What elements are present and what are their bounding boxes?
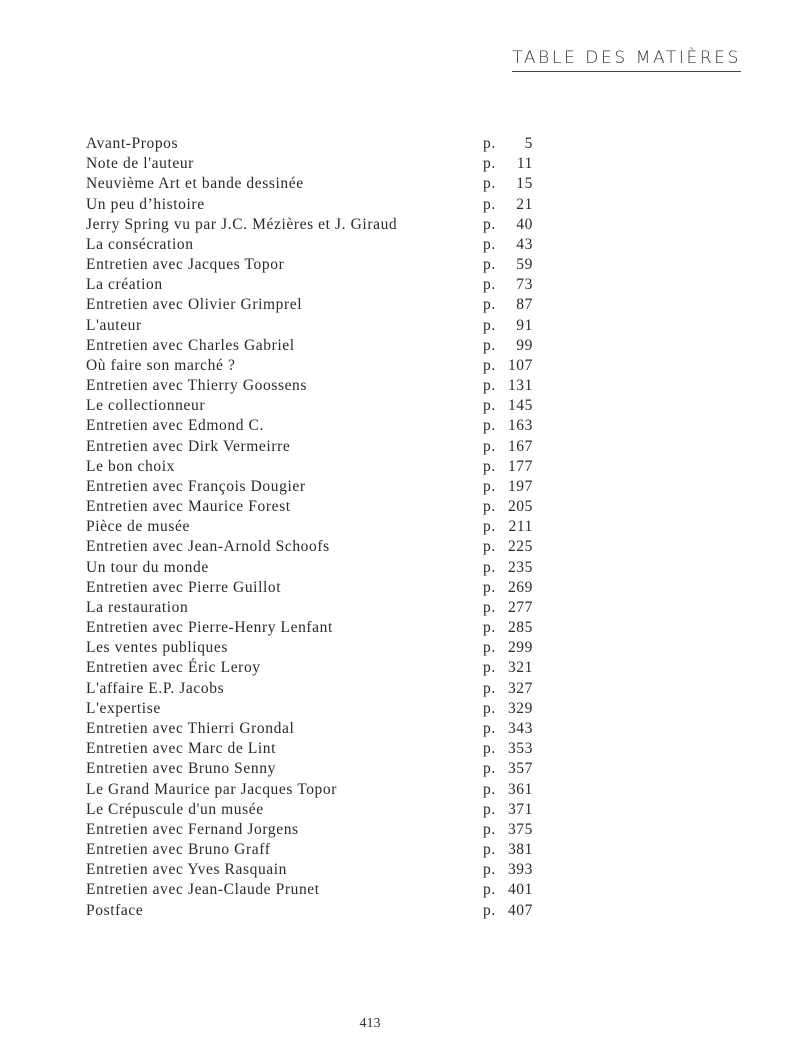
toc-entry xyxy=(86,336,546,356)
toc-page-prefix: p. xyxy=(483,457,496,475)
toc-page-number: 43 xyxy=(516,235,533,253)
toc-page-number: 407 xyxy=(507,901,533,919)
toc-entry xyxy=(86,316,546,336)
toc-entry xyxy=(86,396,546,416)
toc-entry xyxy=(86,638,546,658)
toc-entry xyxy=(86,235,546,255)
toc-page-prefix: p. xyxy=(483,558,496,576)
toc-page-number: 393 xyxy=(507,861,533,879)
page-title xyxy=(0,48,739,72)
toc-page-number: 371 xyxy=(507,800,533,818)
toc-page-number: 205 xyxy=(507,498,533,516)
toc-entry-title: La création xyxy=(86,276,163,294)
toc-page-prefix: p. xyxy=(483,639,496,657)
toc-entry-title: Le Crépuscule d'un musée xyxy=(86,800,264,818)
toc-entry xyxy=(86,800,546,820)
toc-entry xyxy=(86,295,546,315)
toc-page-number: 225 xyxy=(507,538,533,556)
toc-page-number: 15 xyxy=(516,175,533,193)
toc-entry-title: Entretien avec Edmond C. xyxy=(86,417,264,435)
toc-entry xyxy=(86,860,546,880)
toc-entry-title: L'auteur xyxy=(86,316,142,334)
toc-entry xyxy=(86,477,546,497)
toc-page-number: 329 xyxy=(507,699,533,717)
toc-entry-title: Entretien avec Jean-Claude Prunet xyxy=(86,881,320,899)
toc-page-number: 21 xyxy=(516,195,533,213)
toc-entry xyxy=(86,618,546,638)
toc-page-number: 73 xyxy=(516,276,533,294)
toc-page-prefix: p. xyxy=(483,841,496,859)
toc-page-prefix: p. xyxy=(483,296,496,314)
toc-page-prefix: p. xyxy=(483,598,496,616)
toc-page-number: 177 xyxy=(507,457,533,475)
toc-page-prefix: p. xyxy=(483,760,496,778)
toc-page-prefix: p. xyxy=(483,719,496,737)
toc-page-prefix: p. xyxy=(483,175,496,193)
toc-page-number: 5 xyxy=(524,135,533,152)
toc-page-number: 357 xyxy=(507,760,533,778)
toc-page-prefix: p. xyxy=(483,619,496,637)
toc-page-number: 197 xyxy=(507,477,533,495)
toc-page-number: 299 xyxy=(507,639,533,657)
toc-page-prefix: p. xyxy=(483,518,496,536)
toc-entry xyxy=(86,154,546,174)
toc-entry xyxy=(86,901,546,921)
toc-entry xyxy=(86,517,546,537)
toc-entry-title: Entretien avec Charles Gabriel xyxy=(86,336,295,354)
toc-page-number: 107 xyxy=(507,356,533,374)
toc-entry-title: Entretien avec Éric Leroy xyxy=(86,659,261,677)
toc-page-prefix: p. xyxy=(483,155,496,173)
toc-entry xyxy=(86,275,546,295)
toc-page-number: 163 xyxy=(507,417,533,435)
toc-page-prefix: p. xyxy=(483,256,496,274)
toc-entry xyxy=(86,356,546,376)
toc-entry-title: Entretien avec François Dougier xyxy=(86,477,306,495)
page-number: 413 xyxy=(359,1016,381,1031)
toc-entry-title: Pièce de musée xyxy=(86,518,190,536)
toc-page-prefix: p. xyxy=(483,417,496,435)
toc-page-prefix: p. xyxy=(483,135,496,152)
toc-page-prefix: p. xyxy=(483,740,496,758)
toc-entry xyxy=(86,780,546,800)
toc-entry-title: Entretien avec Bruno Senny xyxy=(86,760,276,778)
table-of-contents xyxy=(86,134,546,921)
toc-page-number: 211 xyxy=(508,518,533,536)
toc-entry xyxy=(86,457,546,477)
toc-page-number: 59 xyxy=(516,256,533,274)
toc-page-prefix: p. xyxy=(483,276,496,294)
toc-page-prefix: p. xyxy=(483,336,496,354)
toc-entry-title: Entretien avec Marc de Lint xyxy=(86,740,277,758)
toc-entry-title: Le bon choix xyxy=(86,457,175,475)
toc-entry-title: Entretien avec Jacques Topor xyxy=(86,256,285,274)
toc-entry xyxy=(86,679,546,699)
toc-page-number: 277 xyxy=(507,598,533,616)
toc-page-prefix: p. xyxy=(483,477,496,495)
toc-entry-title: Entretien avec Dirk Vermeirre xyxy=(86,437,291,455)
toc-entry xyxy=(86,820,546,840)
toc-entry xyxy=(86,598,546,618)
toc-entry-title: Entretien avec Yves Rasquain xyxy=(86,861,288,879)
toc-entry xyxy=(86,759,546,779)
toc-entry xyxy=(86,719,546,739)
title-text: TABLE DES MATIÈRES xyxy=(512,48,741,72)
toc-page-number: 235 xyxy=(507,558,533,576)
toc-entry-title: Entretien avec Fernand Jorgens xyxy=(86,820,299,838)
toc-entry-title: Avant-Propos xyxy=(86,135,179,152)
toc-entry-title: Entretien avec Thierry Goossens xyxy=(86,377,308,395)
toc-entry xyxy=(86,437,546,457)
toc-entry-title: Les ventes publiques xyxy=(86,639,229,657)
toc-page-prefix: p. xyxy=(483,659,496,677)
toc-page-number: 375 xyxy=(507,820,533,838)
toc-page-number: 343 xyxy=(507,719,533,737)
toc-page-prefix: p. xyxy=(483,538,496,556)
toc-entry-title: Un tour du monde xyxy=(86,558,209,576)
toc-entry xyxy=(86,195,546,215)
toc-entry-title: Entretien avec Bruno Graff xyxy=(86,841,271,859)
toc-page-prefix: p. xyxy=(483,881,496,899)
toc-page-number: 327 xyxy=(507,679,533,697)
toc-entry-title: Postface xyxy=(86,901,144,919)
toc-entry-title: Un peu d’histoire xyxy=(86,195,205,213)
toc-entry-title: Entretien avec Maurice Forest xyxy=(86,498,291,516)
toc-page-prefix: p. xyxy=(483,861,496,879)
toc-entry-title: Où faire son marché ? xyxy=(86,356,236,374)
toc-page-number: 401 xyxy=(507,881,533,899)
toc-page-prefix: p. xyxy=(483,578,496,596)
toc-page-prefix: p. xyxy=(483,901,496,919)
toc-page-prefix: p. xyxy=(483,397,496,415)
toc-page-prefix: p. xyxy=(483,820,496,838)
toc-entry xyxy=(86,699,546,719)
toc-page-number: 353 xyxy=(507,740,533,758)
toc-page-prefix: p. xyxy=(483,356,496,374)
toc-page-prefix: p. xyxy=(483,235,496,253)
toc-page-number: 87 xyxy=(516,296,533,314)
toc-entry xyxy=(86,840,546,860)
toc-page-prefix: p. xyxy=(483,800,496,818)
toc-entry-title: Le Grand Maurice par Jacques Topor xyxy=(86,780,338,798)
toc-entry-title: Jerry Spring vu par J.C. Mézières et J. Giraud xyxy=(86,215,398,233)
toc-page-number: 145 xyxy=(507,397,533,415)
toc-page-number: 321 xyxy=(507,659,533,677)
toc-entry xyxy=(86,739,546,759)
toc-entry-title: Note de l'auteur xyxy=(86,155,194,173)
toc-page-prefix: p. xyxy=(483,437,496,455)
toc-entry-title: Entretien avec Thierri Grondal xyxy=(86,719,295,737)
toc-page-prefix: p. xyxy=(483,498,496,516)
toc-page-number: 131 xyxy=(507,377,533,395)
toc-page-prefix: p. xyxy=(483,195,496,213)
toc-page-number: 11 xyxy=(516,155,533,173)
toc-page-prefix: p. xyxy=(483,215,496,233)
toc-entry xyxy=(86,880,546,900)
toc-page-number: 40 xyxy=(516,215,533,233)
toc-page-prefix: p. xyxy=(483,679,496,697)
toc-entry xyxy=(86,658,546,678)
toc-entry-title: L'affaire E.P. Jacobs xyxy=(86,679,225,697)
toc-entry-title: L'expertise xyxy=(86,699,161,717)
toc-entry xyxy=(86,537,546,557)
toc-page-number: 361 xyxy=(507,780,533,798)
toc-page-number: 91 xyxy=(516,316,533,334)
toc-entry-title: Entretien avec Pierre Guillot xyxy=(86,578,282,596)
toc-entry-title: La consécration xyxy=(86,235,194,253)
toc-entry xyxy=(86,255,546,275)
toc-entry xyxy=(86,174,546,194)
toc-page-prefix: p. xyxy=(483,780,496,798)
toc-entry xyxy=(86,134,546,154)
toc-entry xyxy=(86,376,546,396)
toc-page-number: 381 xyxy=(507,841,533,859)
toc-page-prefix: p. xyxy=(483,377,496,395)
toc-entry xyxy=(86,578,546,598)
toc-entry-title: Entretien avec Pierre-Henry Lenfant xyxy=(86,619,333,637)
toc-entry xyxy=(86,215,546,235)
toc-entry xyxy=(86,416,546,436)
toc-entry-title: Entretien avec Jean-Arnold Schoofs xyxy=(86,538,330,556)
toc-page-number: 285 xyxy=(507,619,533,637)
toc-page-number: 99 xyxy=(516,336,533,354)
toc-page-prefix: p. xyxy=(483,316,496,334)
toc-page-number: 269 xyxy=(507,578,533,596)
toc-entry-title: Entretien avec Olivier Grimprel xyxy=(86,296,303,314)
toc-entry-title: La restauration xyxy=(86,598,189,616)
toc-entry xyxy=(86,497,546,517)
toc-entry xyxy=(86,558,546,578)
toc-page-number: 167 xyxy=(507,437,533,455)
toc-entry-title: Le collectionneur xyxy=(86,397,206,415)
toc-entry-title: Neuvième Art et bande dessinée xyxy=(86,175,304,193)
toc-page-prefix: p. xyxy=(483,699,496,717)
